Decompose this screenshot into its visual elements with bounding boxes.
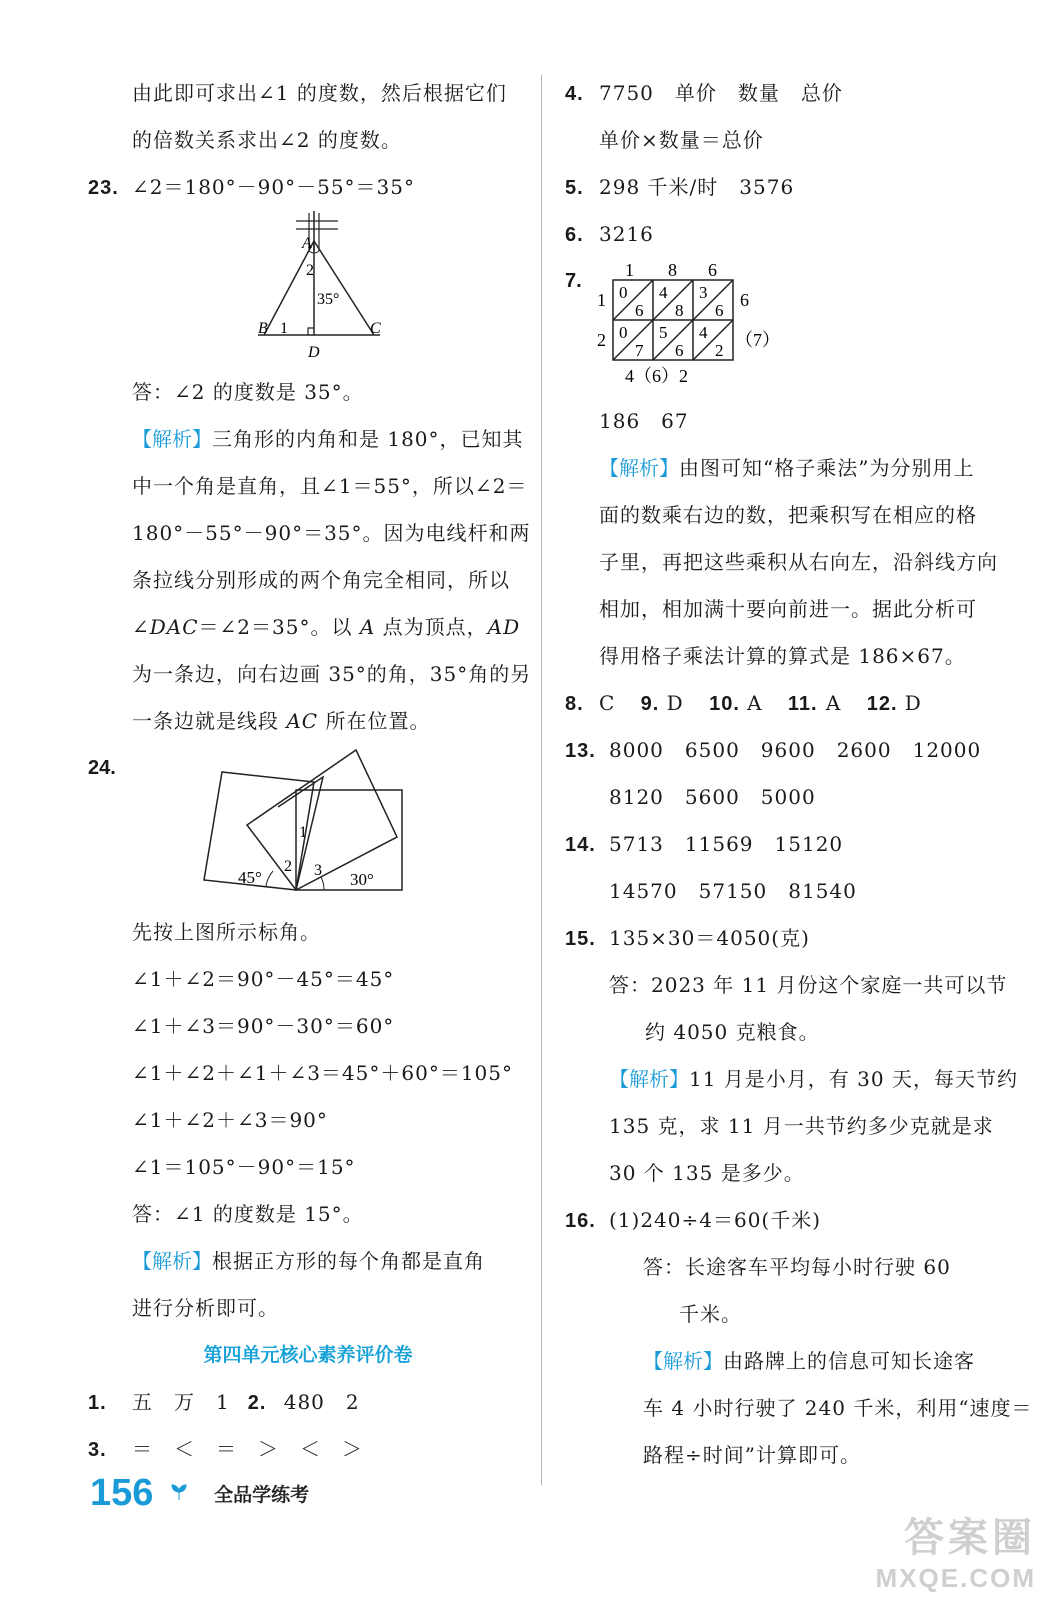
q23-figure (88, 211, 528, 369)
explanation-line: 进行分析即可。 (132, 1296, 279, 1320)
q16-answer: 千米。 (679, 1302, 742, 1326)
page-number: 156 (90, 1472, 154, 1514)
cell-tens: 4 (659, 283, 668, 302)
left-digit: 2 (597, 330, 606, 350)
q23-equation: 23. ∠2＝180°－90°－55°＝35° (88, 164, 528, 211)
q14-line: 14570 57150 81540 (609, 879, 857, 903)
label-angle-1: 1 (280, 320, 288, 337)
explanation-line: 【解析】根据正方形的每个角都是直角 (132, 1249, 485, 1273)
q24-answer: 答：∠1 的度数是 15°。 (132, 1202, 364, 1226)
explanation-line: 路程÷时间”计算即可。 (643, 1443, 861, 1467)
cell-tens: 0 (619, 323, 628, 342)
q15-equation: 15. 135×30＝4050(克) (565, 926, 810, 950)
explanation-line: 180°－55°－90°＝35°。因为电线杆和两 (132, 521, 531, 545)
q7-result: 186 67 (599, 409, 689, 433)
equation-line: ∠1＋∠2＋∠1＋∠3＝45°＋60°＝105° (132, 1061, 514, 1085)
explanation-tag: 【解析】 (609, 1067, 689, 1091)
q4-formula: 单价×数量＝总价 (599, 128, 764, 152)
cell-ones: 7 (635, 341, 644, 360)
explanation-line: 为一条边，向右边画 35°的角，35°角的另 (132, 662, 532, 686)
explanation-line: 子里，再把这些乘积从右向左，沿斜线方向 (599, 550, 998, 574)
explanation-line: 面的数乘右边的数，把乘积写在相应的格 (599, 503, 977, 527)
text-line: 由此即可求出∠1 的度数，然后根据它们 (132, 81, 507, 105)
column-divider (541, 75, 542, 1485)
cell-ones: 2 (715, 341, 724, 360)
label-45-degree: 45° (238, 868, 262, 887)
right-digit: 6 (740, 290, 749, 310)
right-digit: （7） (735, 330, 780, 350)
bottom-digits: 4（6）2 (625, 366, 688, 386)
text-line: 的倍数关系求出∠2 的度数。 (132, 128, 402, 152)
triangle-pole-diagram (88, 211, 528, 369)
explanation-tag: 【解析】 (643, 1349, 723, 1373)
explanation-line: 条拉线分别形成的两个角完全相同，所以 (132, 568, 510, 592)
q16-equation: 16. (1)240÷4＝60(千米) (565, 1208, 822, 1232)
label-b: B (258, 320, 268, 337)
text-line: 先按上图所示标角。 (132, 920, 321, 944)
watermark (876, 1506, 1036, 1594)
q15-answer: 约 4050 克粮食。 (645, 1020, 820, 1044)
label-a: A (302, 235, 312, 252)
cell-ones: 6 (635, 301, 644, 320)
explanation-line: 中一个角是直角，且∠1＝55°，所以∠2＝ (132, 474, 528, 498)
top-digit: 6 (708, 260, 717, 280)
explanation-line: 30 个 135 是多少。 (609, 1161, 805, 1185)
top-digit: 8 (668, 260, 677, 280)
explanation-line: 135 克，求 11 月一共节约多少克就是求 (609, 1114, 994, 1138)
cell-tens: 0 (619, 283, 628, 302)
left-column (88, 70, 532, 1473)
cell-tens: 4 (699, 323, 708, 342)
right-column (565, 70, 1033, 1479)
cell-tens: 5 (659, 323, 668, 342)
q14-line: 14. 5713 11569 15120 (565, 832, 844, 856)
watermark-url: MXQE.COM (875, 1563, 1036, 1593)
label-35-degree: 35° (317, 291, 340, 308)
left-digit: 1 (597, 290, 606, 310)
top-digit: 1 (625, 260, 634, 280)
equation-line: ∠1＋∠2＝90°－45°＝45° (132, 967, 395, 991)
explanation-line: 【解析】由路牌上的信息可知长途客 (643, 1349, 975, 1373)
explanation-line: 相加，相加满十要向前进一。据此分析可 (599, 597, 977, 621)
q1-q2-line: 1. 五 万 1 2. 480 2 (88, 1390, 360, 1414)
explanation-line: 车 4 小时行驶了 240 千米，利用“速度＝ (643, 1396, 1033, 1420)
three-squares-diagram (88, 745, 528, 909)
explanation-line: 【解析】11 月是小月，有 30 天，每天节约 (609, 1067, 1018, 1091)
explanation-line: 【解析】三角形的内角和是 180°，已知其 (132, 427, 524, 451)
question-number: 23. (88, 177, 119, 199)
q7-lattice-figure: 7. 1 8 6 1 2 6 （7） 4（6）2 0 6 4 8 3 6 0 7 5 6 4 2 (565, 258, 1005, 398)
equation-line: ∠1＋∠2＋∠3＝90° (132, 1108, 328, 1132)
section-title: 第四单元核心素养评价卷 (203, 1345, 413, 1366)
q13-line: 13. 8000 6500 9600 2600 12000 (565, 738, 982, 762)
label-angle-2: 2 (306, 262, 314, 279)
q13-line: 8120 5600 5000 (609, 785, 816, 809)
label-c: C (370, 320, 381, 337)
leaf-icon (170, 1482, 188, 1506)
cell-ones: 6 (675, 341, 684, 360)
explanation-line: 【解析】由图可知“格子乘法”为分别用上 (599, 456, 975, 480)
explanation-tag: 【解析】 (132, 1249, 212, 1273)
label-angle-2: 2 (284, 858, 292, 875)
cell-ones: 6 (715, 301, 724, 320)
q15-answer: 答：2023 年 11 月份这个家庭一共可以节 (609, 973, 1008, 997)
question-number: 24. (88, 757, 116, 779)
brand-name: 全品学练考 (214, 1485, 310, 1506)
label-angle-1: 1 (299, 824, 307, 841)
q24-figure (88, 745, 528, 909)
q3-line: 3. ＝ ＜ ＝ ＞ ＜ ＞ (88, 1437, 363, 1461)
q23-answer: 答：∠2 的度数是 35°。 (132, 380, 364, 404)
cell-tens: 3 (699, 283, 708, 302)
label-30-degree: 30° (350, 870, 374, 889)
q4-line: 4. 7750 单价 数量 总价 (565, 81, 843, 105)
explanation-line: 得用格子乘法计算的算式是 186×67。 (599, 644, 966, 668)
page-footer (90, 1472, 309, 1522)
equation-line: ∠1＋∠3＝90°－30°＝60° (132, 1014, 395, 1038)
explanation-line: ∠DAC＝∠2＝35°。以 A 点为顶点，AD (132, 615, 521, 639)
lattice-multiplication-grid (565, 258, 1005, 398)
explanation-line: 一条边就是线段 AC 所在位置。 (132, 709, 431, 733)
cell-ones: 8 (675, 301, 684, 320)
watermark-text: 答案圈 (904, 1516, 1036, 1560)
label-d: D (308, 344, 320, 361)
q16-answer: 答：长途客车平均每小时行驶 60 (643, 1255, 951, 1279)
q5-line: 5. 298 千米/时 3576 (565, 175, 795, 199)
q6-line: 6. 3216 (565, 222, 654, 246)
equation-line: ∠1＝105°－90°＝15° (132, 1155, 356, 1179)
label-angle-3: 3 (314, 862, 322, 879)
explanation-tag: 【解析】 (599, 456, 679, 480)
q8-q12-line: 8. C 9. D 10. A 11. A 12. D (565, 691, 922, 715)
explanation-tag: 【解析】 (132, 427, 212, 451)
